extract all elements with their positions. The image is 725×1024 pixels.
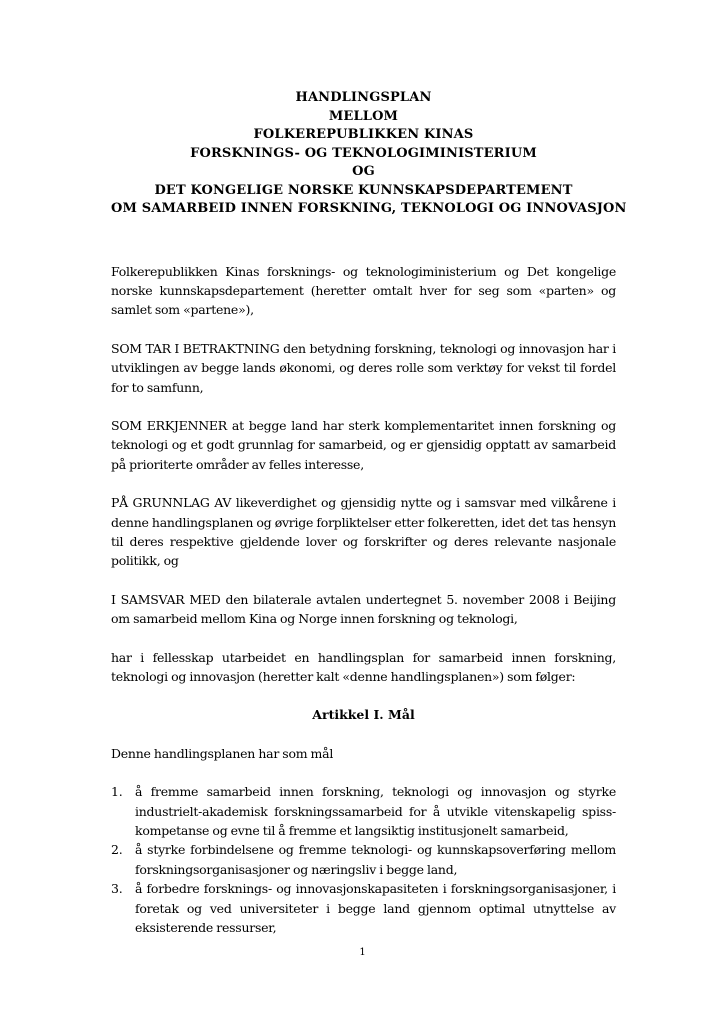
list-item-number: 2.: [111, 842, 123, 858]
spacer: [111, 686, 616, 705]
page-number: 1: [359, 947, 366, 958]
list-item-number: 3.: [111, 881, 123, 897]
list-item: [111, 782, 616, 840]
list-item-number: 1.: [111, 784, 123, 800]
preamble-parties: Folkerepublikken Kinas forsknings- og teknologiministerium og Det kongelige norske kunnskapsdepartement (heretter omtalt hver for seg som «parten» og samlet som «partene»),: [111, 263, 616, 318]
list-item-text: å forbedre forsknings- og innovasjonskapasiteten i forskningsorganisasjoner, i foretak og ved universiteter i begge land gjennom optimal utnyttelse av eksisterende ressurser,: [135, 881, 616, 936]
list-item-text: å styrke forbindelsene og fremme teknologi- og kunnskapsoverføring mellom forskningsorganisasjoner og næringsliv i begge land,: [135, 842, 616, 877]
list-item-text: å fremme samarbeid innen forskning, teknologi og innovasjon og styrke industrielt-akademisk forskningssamarbeid for å utvikle vitenskapelig spiss-kompetanse og evne til å fremme et langsiktig institusjonelt samarbeid,: [135, 784, 616, 839]
spacer: [111, 397, 616, 416]
preamble-basis: PÅ GRUNNLAG AV likeverdighet og gjensidig nytte og i samsvar med vilkårene i denne handlingsplanen og øvrige forpliktelser etter folkeretten, idet det tas hensyn til deres respektive gjeldende lover og forskrifter og deres relevante nasjonale politikk, og: [111, 495, 616, 569]
article-heading: Artikkel I. Mål: [312, 707, 415, 723]
goals-list: [111, 782, 616, 937]
title-line: HANDLINGSPLAN: [295, 90, 432, 105]
spacer: [111, 219, 616, 262]
document-page: [111, 89, 627, 937]
preamble-agreed: har i fellesskap utarbeidet en handlingsplan for samarbeid innen forskning, teknologi og innovasjon (heretter kalt «denne handlingsplanen») som følger:: [111, 649, 616, 684]
article-intro: Denne handlingsplanen har som mål: [111, 745, 334, 761]
list-item: [111, 840, 616, 879]
spacer: [111, 629, 616, 648]
document-title: [111, 89, 627, 219]
title-line: FOLKEREPUBLIKKEN KINAS: [253, 127, 474, 142]
spacer: [111, 725, 616, 744]
list-item: [111, 879, 616, 937]
preamble-recognizing: SOM ERKJENNER at begge land har sterk komplementaritet innen forskning og teknologi og et godt grunnlag for samarbeid, og er gjensidig opptatt av samarbeid på prioriterte områder av felles interesse,: [111, 417, 616, 472]
spacer: [111, 474, 616, 493]
spacer: [111, 320, 616, 339]
title-line: OG: [352, 164, 375, 179]
title-line: FORSKNINGS- OG TEKNOLOGIMINISTERIUM: [190, 145, 537, 161]
preamble-accordance: I SAMSVAR MED den bilaterale avtalen undertegnet 5. november 2008 i Beijing om samarbeid mellom Kina og Norge innen forskning og teknologi,: [111, 591, 616, 627]
title-line: OM SAMARBEID INNEN FORSKNING, TEKNOLOGI OG INNOVASJON: [111, 201, 627, 216]
title-line: DET KONGELIGE NORSKE KUNNSKAPSDEPARTEMENT: [154, 182, 573, 198]
spacer: [111, 571, 616, 590]
title-line: MELLOM: [328, 108, 399, 124]
spacer: [111, 763, 616, 782]
preamble-considering: SOM TAR I BETRAKTNING den betydning forskning, teknologi og innovasjon har i utviklingen av begge lands økonomi, og deres rolle som verktøy for vekst til fordel for to samfunn,: [111, 340, 616, 395]
